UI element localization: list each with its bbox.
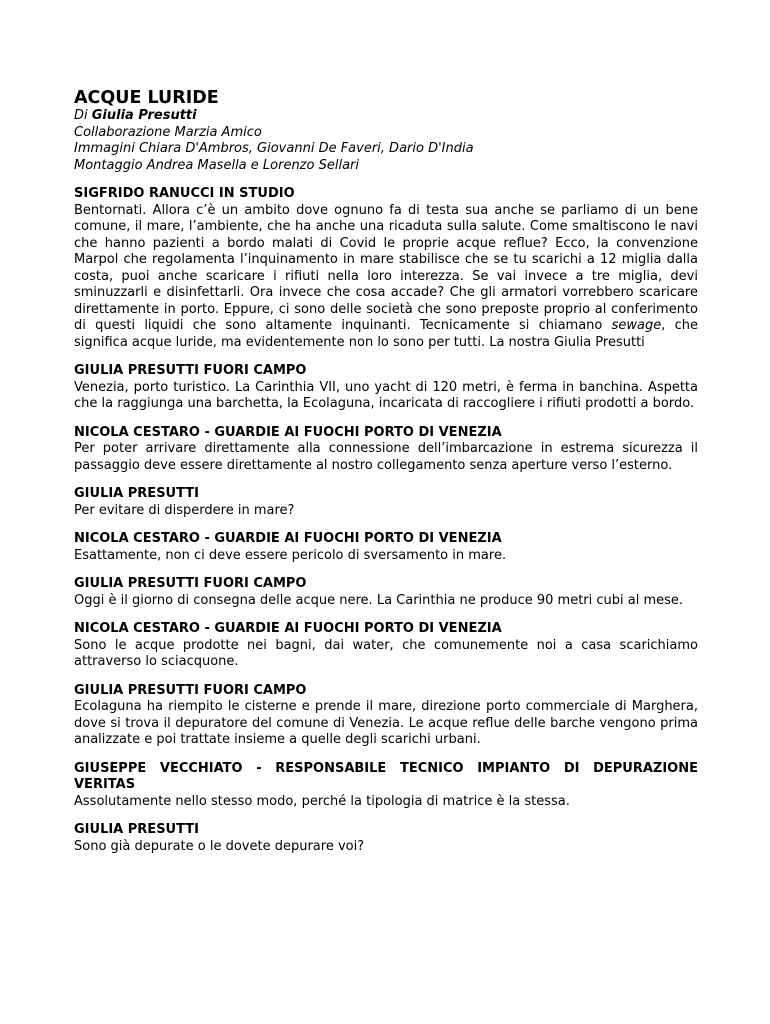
editing-credit: Montaggio Andrea Masella e Lorenzo Sellari — [74, 157, 359, 173]
speech-text: Assolutamente nello stesso modo, perché la tipologia di matrice è la stessa. — [74, 793, 570, 809]
speaker-heading: GIULIA PRESUTTI FUORI CAMPO — [74, 682, 307, 698]
speech-text-italic: sewage — [611, 318, 662, 333]
speech-text: Esattamente, non ci deve essere pericolo di sversamento in mare. — [74, 547, 507, 563]
transcript-section — [74, 186, 698, 351]
transcript-section — [74, 425, 698, 475]
speaker-heading: GIULIA PRESUTTI — [74, 486, 199, 501]
transcript-section — [74, 761, 698, 811]
speech-text: Venezia, porto turistico. La Carinthia VII, uno yacht di 120 metri, è ferma in banchina. Aspetta che la raggiunga una barchetta, la Ecolaguna, incaricata di raccogliere i rifiuti prodotti a bordo. — [74, 379, 698, 411]
transcript-section — [74, 576, 698, 609]
speech-text — [74, 203, 698, 352]
speaker-heading: GIUSEPPE VECCHIATO - RESPONSABILE TECNICO IMPIANTO DI DEPURAZIONE VERITAS — [74, 760, 698, 792]
speech-text-part: , che significa acque luride, ma evidentemente non lo sono per tutti. La nostra Giulia Presutti — [74, 318, 698, 350]
speech-text: Oggi è il giorno di consegna delle acque nere. La Carinthia ne produce 90 metri cubi al mese. — [74, 592, 684, 608]
transcript-section — [74, 531, 698, 564]
credits-block — [74, 108, 698, 174]
speech-text: Per evitare di disperdere in mare? — [74, 502, 295, 518]
transcript-section — [74, 822, 698, 855]
speaker-heading: SIGFRIDO RANUCCI IN STUDIO — [74, 186, 295, 201]
speaker-heading: NICOLA CESTARO - GUARDIE AI FUOCHI PORTO DI VENEZIA — [74, 621, 502, 636]
transcript-section — [74, 683, 698, 749]
images-credit: Immagini Chiara D'Ambros, Giovanni De Faveri, Dario D'India — [74, 141, 474, 156]
speaker-heading: GIULIA PRESUTTI FUORI CAMPO — [74, 363, 307, 378]
speech-text: Per poter arrivare direttamente alla connessione dell’imbarcazione in estrema sicurezza il passaggio deve essere direttamente al nostro collegamento senza aperture verso l’esterno. — [74, 441, 698, 473]
speaker-heading: GIULIA PRESUTTI FUORI CAMPO — [74, 576, 307, 591]
collaboration-credit: Collaborazione Marzia Amico — [74, 124, 262, 140]
speaker-heading: GIULIA PRESUTTI — [74, 822, 199, 837]
transcript-section — [74, 621, 698, 671]
author-prefix: Di — [74, 108, 92, 123]
transcript-section — [74, 363, 698, 413]
speech-text-part: Bentornati. Allora c’è un ambito dove ognuno fa di testa sua anche se parliamo di un bene comune, il mare, l’ambiente, che ha anche una ricaduta sulla salute. Come smaltiscono le navi che hanno pazienti a bordo malati di Covid le proprie acque reflue? Ecco, la convenzione Marpol che regolamenta l’inquinamento in mare stabilisce che se tu scarichi a 12 miglia dalla costa, puoi anche scaricare i rifiuti nella loro interezza. Se vai invece a tre miglia, devi sminuzzarli e disinfettarli. Ora invece che cosa accade? Che gli armatori vorrebbero scaricare direttamente in porto. Eppure, ci sono delle società che sono preposte proprio al conferimento di questi liquidi che sono altamente inquinanti. Tecnicamente si chiamano — [74, 202, 698, 333]
document-title: ACQUE LURIDE — [74, 88, 219, 108]
author-name: Giulia Presutti — [91, 108, 197, 123]
speech-text: Sono le acque prodotte nei bagni, dai water, che comunemente noi a casa scarichiamo attraverso lo sciacquone. — [74, 637, 698, 669]
author-credit — [74, 108, 698, 125]
speech-text: Ecolaguna ha riempito le cisterne e prende il mare, direzione porto commerciale di Marghera, dove si trova il depuratore del comune di Venezia. Le acque reflue delle barche vengono prima analizzate e poi trattate insieme a quelle degli scarichi urbani. — [74, 699, 698, 747]
document-page — [74, 88, 698, 867]
speech-text: Sono già depurate o le dovete depurare voi? — [74, 838, 365, 854]
speaker-heading: NICOLA CESTARO - GUARDIE AI FUOCHI PORTO DI VENEZIA — [74, 424, 502, 440]
speaker-heading: NICOLA CESTARO - GUARDIE AI FUOCHI PORTO DI VENEZIA — [74, 531, 502, 546]
transcript-section — [74, 486, 698, 519]
